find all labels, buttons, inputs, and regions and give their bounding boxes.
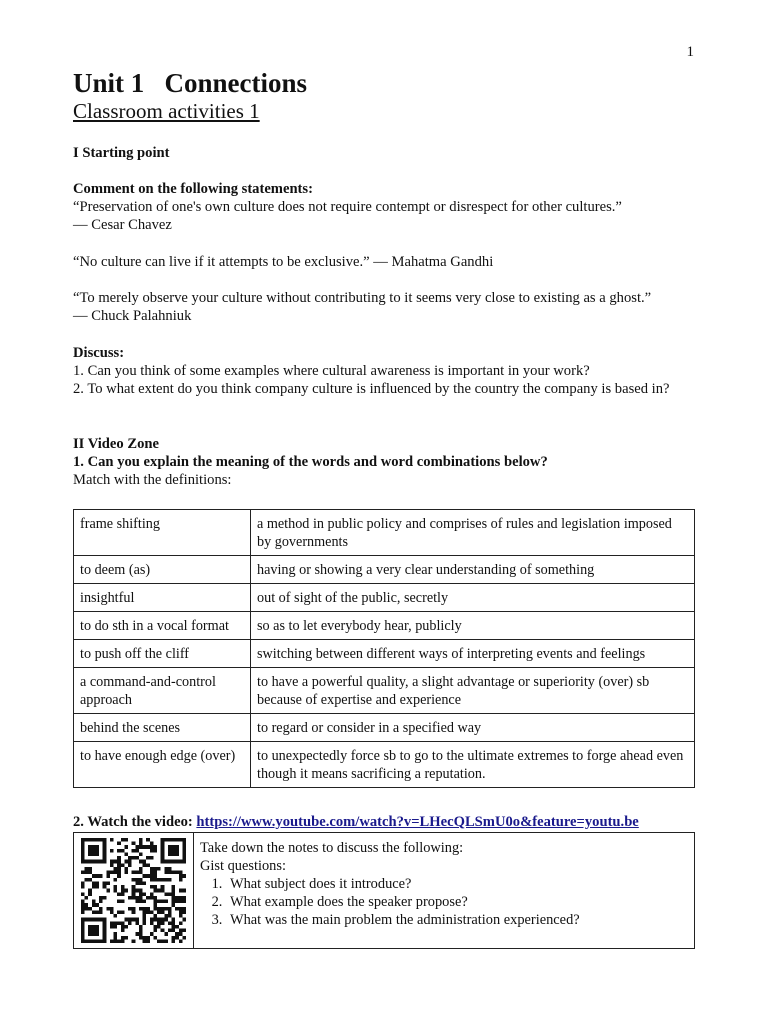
video-link[interactable]: https://www.youtube.com/watch?v=LHecQLSmU0o&feature=youtu.be (196, 814, 639, 830)
notes-content (200, 839, 580, 929)
definition-cell: having or showing a very clear understanding of something (251, 556, 695, 584)
table-row (74, 668, 695, 714)
quote-palahniuk-text: “To merely observe your culture without contributing to it seems very close to existing as a ghost.” (73, 290, 652, 306)
table-row (74, 714, 695, 742)
discuss-question-1: 1. Can you think of some examples where cultural awareness is important in your work? (73, 363, 590, 379)
quote-palahniuk-author: — Chuck Palahniuk (73, 308, 192, 324)
table-row (74, 584, 695, 612)
qr-code-icon[interactable] (81, 838, 186, 943)
definition-cell: to regard or consider in a specified way (251, 714, 695, 742)
gist-question-list (200, 875, 580, 929)
definition-cell: so as to let everybody hear, publicly (251, 612, 695, 640)
section-heading-video-zone: II Video Zone (73, 436, 159, 452)
video-notes-box (73, 832, 695, 949)
task-1-instruction: Match with the definitions: (73, 472, 232, 488)
task-1-heading: 1. Can you explain the meaning of the words and word combinations below? (73, 454, 548, 470)
term-cell: a command-and-control approach (74, 668, 251, 714)
discuss-question-2: 2. To what extent do you think company culture is influenced by the country the company is based in? (73, 381, 670, 397)
comment-heading: Comment on the following statements: (73, 181, 313, 197)
term-cell: to deem (as) (74, 556, 251, 584)
term-cell: behind the scenes (74, 714, 251, 742)
term-cell: insightful (74, 584, 251, 612)
definition-cell: to have a powerful quality, a slight advantage or superiority (over) sb because of expertise and experience (251, 668, 695, 714)
quote-chavez-text: “Preservation of one's own culture does not require contempt or disrespect for other cultures.” (73, 199, 622, 215)
gist-heading: Gist questions: (200, 858, 286, 874)
task-2-label: 2. Watch the video: (73, 814, 197, 830)
page-number: 1 (686, 44, 694, 60)
discuss-heading: Discuss: (73, 345, 125, 361)
table-row (74, 556, 695, 584)
term-cell: to push off the cliff (74, 640, 251, 668)
definition-cell: to unexpectedly force sb to go to the ultimate extremes to forge ahead even though it means sacrificing a reputation. (251, 742, 695, 788)
term-cell: frame shifting (74, 510, 251, 556)
gist-question: 2. What example does the speaker propose? (226, 893, 580, 911)
section-heading-starting-point: I Starting point (73, 145, 170, 161)
definition-cell: a method in public policy and comprises of rules and legislation imposed by governments (251, 510, 695, 556)
page-subtitle: Classroom activities 1 (73, 99, 260, 123)
table-row (74, 510, 695, 556)
quote-chavez-author: — Cesar Chavez (73, 217, 172, 233)
vocabulary-table (73, 509, 695, 788)
table-row (74, 640, 695, 668)
quote-gandhi: “No culture can live if it attempts to be exclusive.” — Mahatma Gandhi (73, 254, 494, 270)
table-row (74, 612, 695, 640)
gist-question: 3. What was the main problem the administration experienced? (226, 911, 580, 929)
task-2-heading (73, 814, 639, 831)
qr-code-cell (74, 833, 194, 948)
page-title: Unit 1 Connections (73, 68, 308, 98)
definition-cell: switching between different ways of interpreting events and feelings (251, 640, 695, 668)
term-cell: to do sth in a vocal format (74, 612, 251, 640)
term-cell: to have enough edge (over) (74, 742, 251, 788)
definition-cell: out of sight of the public, secretly (251, 584, 695, 612)
table-row (74, 742, 695, 788)
notes-intro: Take down the notes to discuss the following: (200, 840, 464, 856)
gist-question: 1. What subject does it introduce? (226, 875, 580, 893)
